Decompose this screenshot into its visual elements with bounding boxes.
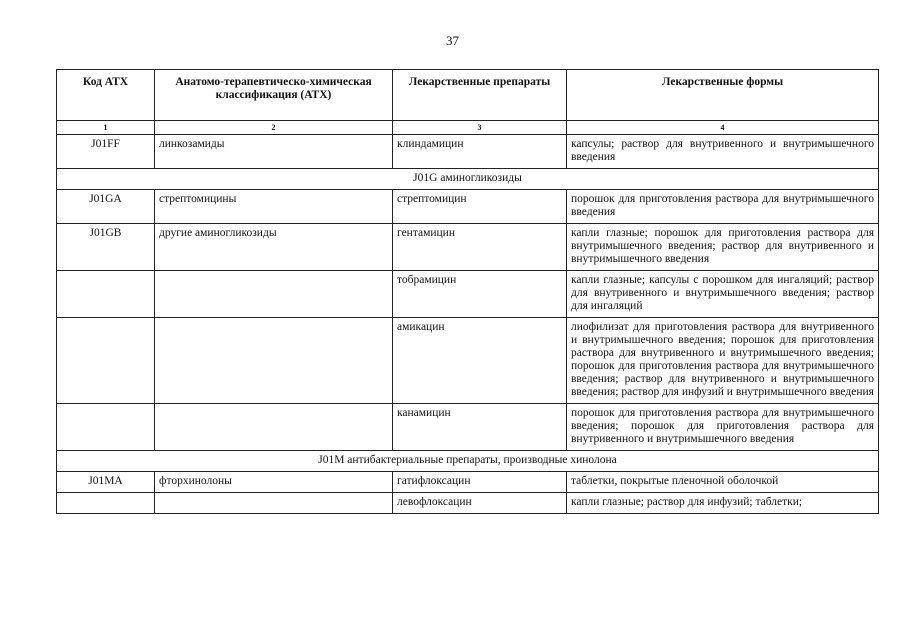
column-number: 2 [155,121,393,135]
column-number: 1 [57,121,155,135]
atx-code-cell: J01GB [57,224,155,271]
atx-code-cell [57,493,155,514]
medicine-cell: гатифлоксацин [393,472,567,493]
header-atx-classification: Анатомо-терапевтическо-химическая классификация (АТХ) [155,70,393,121]
classification-cell [155,493,393,514]
medicine-cell: тобрамицин [393,271,567,318]
table-row [57,190,879,224]
column-number-row [57,121,879,135]
medicine-cell: левофлоксацин [393,493,567,514]
dosage-forms-cell: таблетки, покрытые пленочной оболочкой [567,472,879,493]
atx-code-cell [57,404,155,451]
classification-cell: фторхинолоны [155,472,393,493]
table-row [57,135,879,169]
atx-code-cell: J01FF [57,135,155,169]
table-row [57,404,879,451]
table-row [57,224,879,271]
medicine-cell: гентамицин [393,224,567,271]
dosage-forms-cell: порошок для приготовления раствора для внутримышечного введения [567,190,879,224]
medicine-cell: стрептомицин [393,190,567,224]
dosage-forms-cell: капли глазные; раствор для инфузий; таблетки; [567,493,879,514]
table-row [57,271,879,318]
classification-cell [155,271,393,318]
atx-code-cell [57,318,155,404]
medicine-cell: клиндамицин [393,135,567,169]
header-atx-code: Код АТХ [57,70,155,121]
column-number: 3 [393,121,567,135]
group-header-row [57,451,879,472]
header-medicines: Лекарственные препараты [393,70,567,121]
dosage-forms-cell: лиофилизат для приготовления раствора для внутривенного и внутримышечного введения; порошок для приготовления раствора для внутривенного и внутримышечного введения; порошок для приготовления раствора для внутримышечного введения; раствор для внутривенного и внутримышечного введения; раствор для инфузий и внутримышечного введения [567,318,879,404]
table-row [57,318,879,404]
group-header-row [57,169,879,190]
dosage-forms-cell: капли глазные; порошок для приготовления раствора для внутримышечного введения; раствор для внутривенного и внутримышечного введения [567,224,879,271]
table-row [57,472,879,493]
group-title: J01G аминогликозиды [57,169,879,190]
header-dosage-forms: Лекарственные формы [567,70,879,121]
classification-cell: линкозамиды [155,135,393,169]
dosage-forms-cell: капсулы; раствор для внутривенного и внутримышечного введения [567,135,879,169]
atx-code-cell [57,271,155,318]
dosage-forms-cell: порошок для приготовления раствора для внутримышечного введения; порошок для приготовления раствора для внутривенного и внутримышечного введения [567,404,879,451]
classification-cell: стрептомицины [155,190,393,224]
classification-cell [155,318,393,404]
page-number: 37 [446,33,459,48]
atx-code-cell: J01MA [57,472,155,493]
classification-cell [155,404,393,451]
table-row [57,493,879,514]
group-title: J01M антибактериальные препараты, производные хинолона [57,451,879,472]
column-number: 4 [567,121,879,135]
atx-code-cell: J01GA [57,190,155,224]
table-header-row [57,70,879,121]
classification-cell: другие аминогликозиды [155,224,393,271]
atx-medicines-table [56,69,879,514]
dosage-forms-cell: капли глазные; капсулы с порошком для ингаляций; раствор для внутривенного и внутримышечного введения; раствор для ингаляций [567,271,879,318]
medicine-cell: амикацин [393,318,567,404]
medicine-cell: канамицин [393,404,567,451]
